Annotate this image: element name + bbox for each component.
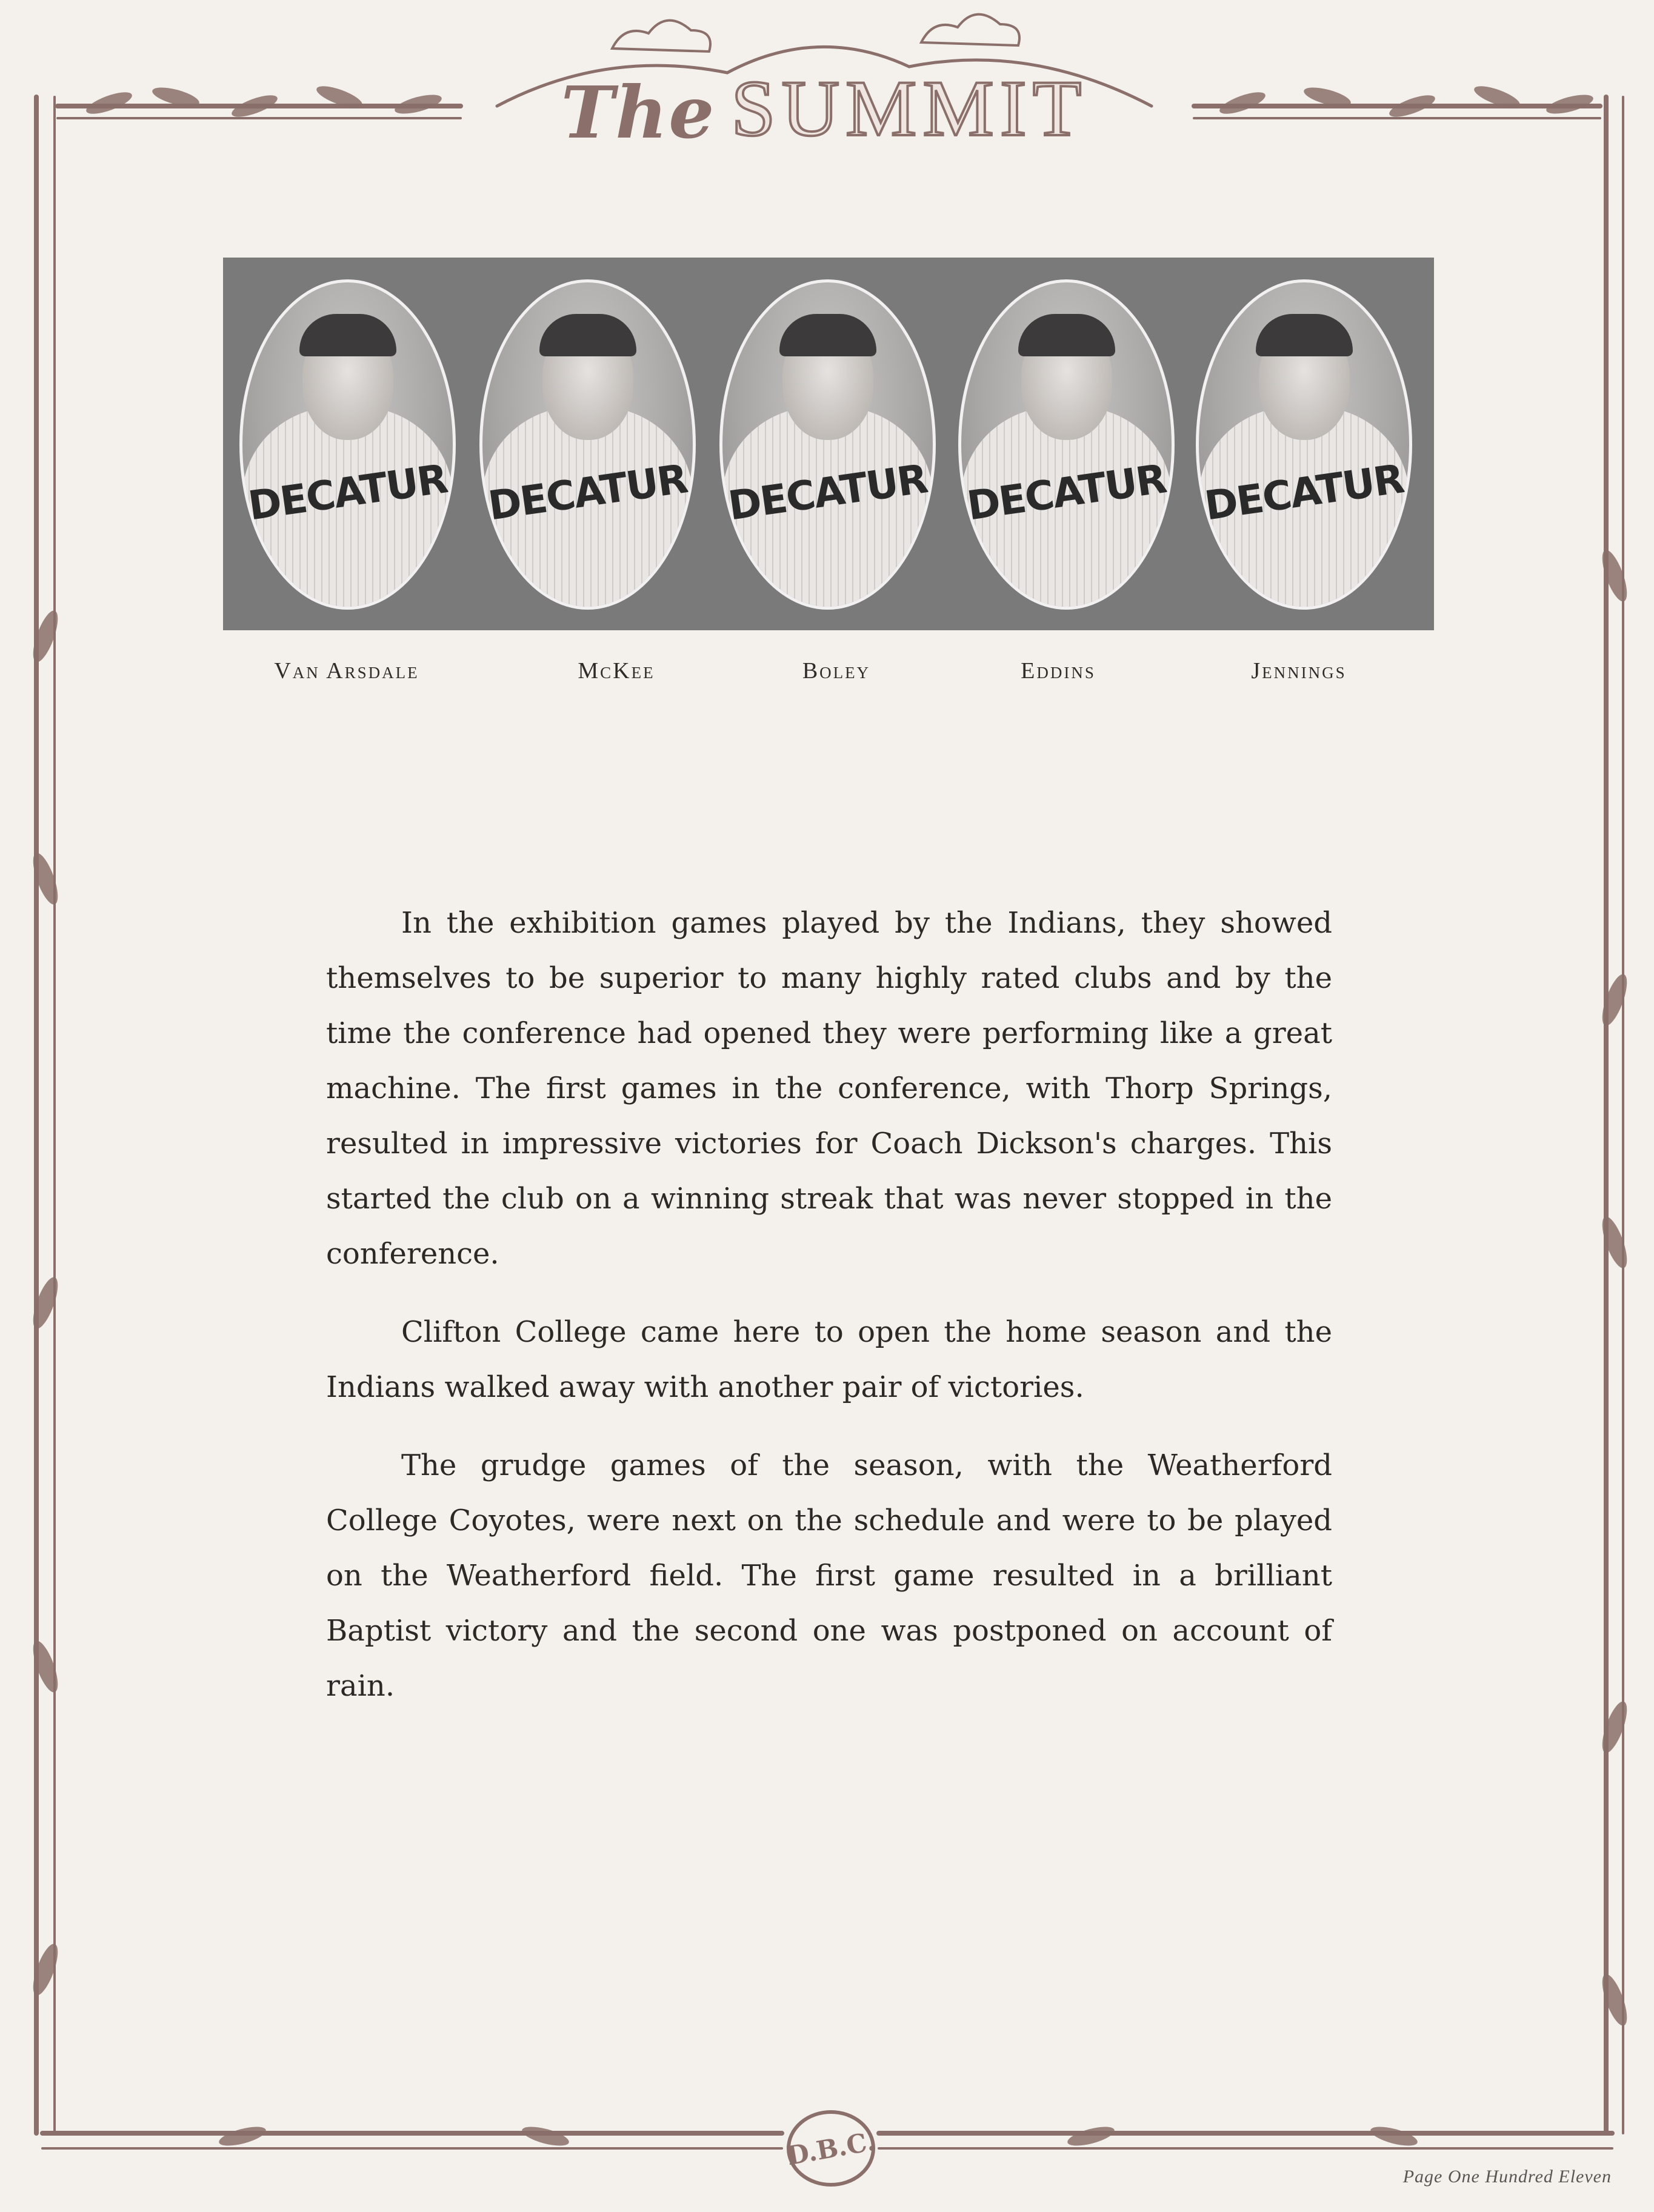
jersey-lettering: DECATUR [245, 455, 450, 530]
masthead-script: The [561, 70, 716, 155]
player-portrait [719, 279, 936, 610]
paragraph: The grudge games of the season, with the Weatherford College Coyotes, were next on the schedule and were to be played on the Weatherford field. The first game resulted in a brilliant Baptist victory and the second one was postponed on account of rain. [326, 1448, 1332, 1703]
jersey-lettering: DECATUR [485, 455, 690, 530]
player-photo-strip [223, 258, 1434, 630]
article-body [326, 896, 1332, 1737]
paragraph: In the exhibition games played by the Indians, they showed themselves to be superior to many highly rated clubs and by the time the conference had opened they were performing like a great machine. The first games in the conference, with Thorp Springs, resulted in impressive victories for Coach Dickson's charges. This started the club on a winning streak that was never stopped in the conference. [326, 906, 1332, 1271]
player-name: Boley [802, 658, 871, 684]
jersey-lettering: DECATUR [964, 455, 1169, 530]
dbc-emblem: D.B.C. [784, 2126, 878, 2171]
player-portrait [958, 279, 1175, 610]
player-name: Van Arsdale [274, 658, 419, 684]
player-portrait [1196, 279, 1412, 610]
player-name: Eddins [1021, 658, 1096, 684]
player-portrait [239, 279, 456, 610]
paragraph: Clifton College came here to open the home season and the Indians walked away with another pair of victories. [326, 1315, 1332, 1404]
page-number: Page One Hundred Eleven [1402, 2167, 1612, 2187]
jersey-lettering: DECATUR [725, 455, 930, 530]
masthead-title: SUMMIT [731, 64, 1088, 153]
player-name: Jennings [1251, 658, 1347, 684]
jersey-lettering: DECATUR [1201, 455, 1407, 530]
player-name: McKee [578, 658, 655, 684]
masthead [473, 64, 1176, 155]
player-portrait [479, 279, 696, 610]
